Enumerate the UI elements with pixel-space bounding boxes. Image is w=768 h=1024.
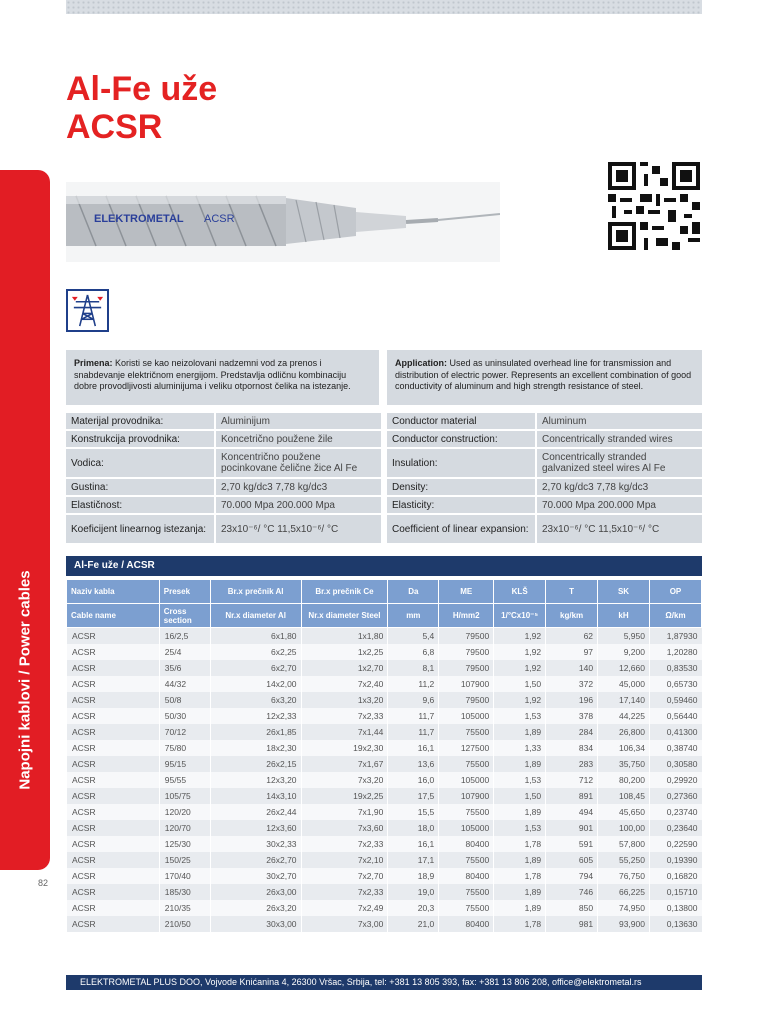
- prop-value: Koncentrično použene pocinkovane čelične žice Al Fe: [216, 449, 381, 477]
- table-cell: 1,78: [494, 868, 546, 884]
- table-cell: ACSR: [67, 740, 160, 756]
- table-cell: 127500: [439, 740, 494, 756]
- table-cell: 0,38740: [649, 740, 701, 756]
- table-cell: 105000: [439, 820, 494, 836]
- table-cell: 75500: [439, 884, 494, 900]
- table-cell: 8,1: [388, 660, 439, 676]
- col-header: Nr.x diameter Steel: [301, 604, 388, 628]
- table-cell: 1,50: [494, 788, 546, 804]
- col-header: Ω/km: [649, 604, 701, 628]
- prop-value: Aluminijum: [216, 413, 381, 429]
- table-cell: 0,65730: [649, 676, 701, 692]
- table-cell: 19,0: [388, 884, 439, 900]
- table-cell: 30x2,33: [210, 836, 301, 852]
- table-cell: ACSR: [67, 708, 160, 724]
- table-cell: 95/55: [159, 772, 210, 788]
- table-cell: 0,23640: [649, 820, 701, 836]
- table-cell: ACSR: [67, 900, 160, 916]
- table-cell: 26x3,20: [210, 900, 301, 916]
- table-cell: 7x1,90: [301, 804, 388, 820]
- table-cell: 185/30: [159, 884, 210, 900]
- table-cell: 57,800: [598, 836, 650, 852]
- table-cell: 1,53: [494, 708, 546, 724]
- table-cell: 11,7: [388, 724, 439, 740]
- table-row: [67, 724, 702, 740]
- col-header: T: [546, 580, 598, 604]
- table-cell: 0,29920: [649, 772, 701, 788]
- table-cell: 26x3,00: [210, 884, 301, 900]
- table-cell: 1x2,70: [301, 660, 388, 676]
- application-sr-label: Primena:: [74, 358, 113, 368]
- table-cell: 891: [546, 788, 598, 804]
- table-cell: 16/2,5: [159, 628, 210, 645]
- col-header: Naziv kabla: [67, 580, 160, 604]
- table-cell: 981: [546, 916, 598, 932]
- table-row: [67, 868, 702, 884]
- table-cell: ACSR: [67, 836, 160, 852]
- table-cell: 6x2,70: [210, 660, 301, 676]
- table-cell: 12,660: [598, 660, 650, 676]
- table-cell: 0,27360: [649, 788, 701, 804]
- side-tab: [0, 170, 50, 870]
- table-cell: ACSR: [67, 756, 160, 772]
- table-cell: 7x2,40: [301, 676, 388, 692]
- table-cell: 7x2,33: [301, 836, 388, 852]
- table-cell: 1,89: [494, 900, 546, 916]
- table-cell: 18,9: [388, 868, 439, 884]
- table-cell: 283: [546, 756, 598, 772]
- table-cell: ACSR: [67, 660, 160, 676]
- table-row: [67, 884, 702, 900]
- col-header: Cable name: [67, 604, 160, 628]
- prop-label: Conductor material: [387, 413, 535, 429]
- table-cell: 5,950: [598, 628, 650, 645]
- table-cell: 6,8: [388, 644, 439, 660]
- table-cell: 7x2,70: [301, 868, 388, 884]
- table-cell: 1,78: [494, 916, 546, 932]
- table-row: [67, 676, 702, 692]
- table-cell: 210/35: [159, 900, 210, 916]
- table-cell: ACSR: [67, 820, 160, 836]
- table-cell: 26x2,15: [210, 756, 301, 772]
- table-row: [67, 644, 702, 660]
- table-cell: 1,33: [494, 740, 546, 756]
- table-cell: 74,950: [598, 900, 650, 916]
- table-cell: 125/30: [159, 836, 210, 852]
- table-row: [67, 708, 702, 724]
- table-cell: 1,89: [494, 724, 546, 740]
- table-cell: 100,00: [598, 820, 650, 836]
- prop-label: Coefficient of linear expansion:: [387, 515, 535, 543]
- table-cell: 0,56440: [649, 708, 701, 724]
- table-cell: 0,16820: [649, 868, 701, 884]
- table-cell: 0,41300: [649, 724, 701, 740]
- table-cell: 70/12: [159, 724, 210, 740]
- table-cell: 6x2,25: [210, 644, 301, 660]
- table-cell: ACSR: [67, 804, 160, 820]
- table-cell: 372: [546, 676, 598, 692]
- table-cell: 44/32: [159, 676, 210, 692]
- table-cell: 105000: [439, 708, 494, 724]
- table-cell: 45,650: [598, 804, 650, 820]
- col-header: Da: [388, 580, 439, 604]
- prop-value: 23x10⁻⁶/ °C 11,5x10⁻⁶/ °C: [216, 515, 381, 543]
- prop-label: Elastičnost:: [66, 497, 214, 513]
- prop-value: 70.000 Mpa 200.000 Mpa: [537, 497, 702, 513]
- table-cell: 16,0: [388, 772, 439, 788]
- table-cell: 50/30: [159, 708, 210, 724]
- table-cell: 196: [546, 692, 598, 708]
- table-row: [67, 804, 702, 820]
- table-cell: 35/6: [159, 660, 210, 676]
- table-header-row: [67, 604, 702, 628]
- table-cell: 66,225: [598, 884, 650, 900]
- table-cell: 18,0: [388, 820, 439, 836]
- table-cell: 107900: [439, 788, 494, 804]
- table-cell: 17,1: [388, 852, 439, 868]
- table-cell: 79500: [439, 660, 494, 676]
- title-line-2: ACSR: [66, 108, 163, 146]
- col-header: kH: [598, 604, 650, 628]
- table-cell: 1,78: [494, 836, 546, 852]
- table-cell: 19x2,25: [301, 788, 388, 804]
- table-cell: 105/75: [159, 788, 210, 804]
- prop-label: Insulation:: [387, 449, 535, 477]
- table-cell: 16,1: [388, 740, 439, 756]
- table-cell: 1,89: [494, 756, 546, 772]
- footer: ELEKTROMETAL PLUS DOO, Vojvode Knićanina 4, 26300 Vršac, Srbija, tel: +381 13 805 393, fax: +381 13 806 208, office@elektrometal.rs: [66, 975, 702, 990]
- table-cell: 50/8: [159, 692, 210, 708]
- table-cell: 14x3,10: [210, 788, 301, 804]
- table-cell: 26x1,85: [210, 724, 301, 740]
- table-cell: ACSR: [67, 676, 160, 692]
- cable-label-text: ACSR: [204, 213, 235, 225]
- table-row: [67, 788, 702, 804]
- col-header: Br.x prečnik Al: [210, 580, 301, 604]
- prop-label: Materijal provodnika:: [66, 413, 214, 429]
- col-header: 1/°Cx10⁻⁵: [494, 604, 546, 628]
- table-cell: ACSR: [67, 692, 160, 708]
- table-cell: ACSR: [67, 916, 160, 932]
- table-cell: ACSR: [67, 644, 160, 660]
- table-cell: 44,225: [598, 708, 650, 724]
- table-cell: 25/4: [159, 644, 210, 660]
- table-cell: 0,83530: [649, 660, 701, 676]
- prop-value: 23x10⁻⁶/ °C 11,5x10⁻⁶/ °C: [537, 515, 702, 543]
- prop-value: Concentrically stranded wires: [537, 431, 702, 447]
- table-header-row: [67, 580, 702, 604]
- table-row: [67, 628, 702, 645]
- table-cell: 1,53: [494, 820, 546, 836]
- prop-label: Vodica:: [66, 449, 214, 477]
- transmission-tower-icon: [66, 289, 109, 332]
- page-title: [66, 70, 217, 146]
- table-cell: 13,6: [388, 756, 439, 772]
- table-cell: 95/15: [159, 756, 210, 772]
- col-header: Cross section: [159, 604, 210, 628]
- table-cell: 0,23740: [649, 804, 701, 820]
- table-cell: 6x1,80: [210, 628, 301, 645]
- prop-value: Koncetrično použene žile: [216, 431, 381, 447]
- table-cell: 9,6: [388, 692, 439, 708]
- table-cell: 140: [546, 660, 598, 676]
- table-cell: 75500: [439, 900, 494, 916]
- table-cell: 712: [546, 772, 598, 788]
- col-header: Br.x prečnik Ce: [301, 580, 388, 604]
- table-row: [67, 740, 702, 756]
- table-cell: 80400: [439, 916, 494, 932]
- prop-value: Concentrically stranded galvanized steel wires Al Fe: [537, 449, 702, 477]
- table-cell: 834: [546, 740, 598, 756]
- table-cell: 79500: [439, 692, 494, 708]
- table-cell: 850: [546, 900, 598, 916]
- col-header: kg/km: [546, 604, 598, 628]
- prop-value: 2,70 kg/dc3 7,78 kg/dc3: [216, 479, 381, 495]
- col-header: H/mm2: [439, 604, 494, 628]
- prop-label: Gustina:: [66, 479, 214, 495]
- col-header: Presek: [159, 580, 210, 604]
- table-cell: 26,800: [598, 724, 650, 740]
- application-en: [387, 350, 702, 405]
- table-cell: ACSR: [67, 772, 160, 788]
- table-cell: 76,750: [598, 868, 650, 884]
- application-sr-text: Koristi se kao neizolovani nadzemni vod za prenos i snabdevanje električnom energijom. Predstavlja odličnu kombinaciju dobre provodljivosti aluminijuma i veliku otpornost čelika na istezanje.: [74, 358, 351, 391]
- page-number: 82: [38, 878, 49, 888]
- application-sr: [66, 350, 379, 405]
- cable-table: [66, 579, 702, 932]
- table-cell: 1,89: [494, 852, 546, 868]
- table-cell: 79500: [439, 628, 494, 645]
- prop-label: Konstrukcija provodnika:: [66, 431, 214, 447]
- col-header: SK: [598, 580, 650, 604]
- table-cell: 30x3,00: [210, 916, 301, 932]
- table-cell: ACSR: [67, 628, 160, 645]
- table-cell: 7x3,00: [301, 916, 388, 932]
- table-cell: ACSR: [67, 788, 160, 804]
- col-header: Nr.x diameter Al: [210, 604, 301, 628]
- table-cell: 0,13800: [649, 900, 701, 916]
- table-cell: 120/70: [159, 820, 210, 836]
- table-cell: 7x1,67: [301, 756, 388, 772]
- table-row: [67, 660, 702, 676]
- prop-value: 2,70 kg/dc3 7,78 kg/dc3: [537, 479, 702, 495]
- table-body: [67, 628, 702, 933]
- table-cell: 794: [546, 868, 598, 884]
- prop-value: Aluminum: [537, 413, 702, 429]
- table-cell: 12x3,60: [210, 820, 301, 836]
- table-cell: 107900: [439, 676, 494, 692]
- prop-label: Density:: [387, 479, 535, 495]
- table-cell: 901: [546, 820, 598, 836]
- table-cell: 210/50: [159, 916, 210, 932]
- cable-image: [66, 182, 500, 262]
- table-cell: 746: [546, 884, 598, 900]
- table-row: [67, 836, 702, 852]
- table-cell: 1,89: [494, 804, 546, 820]
- qr-code-icon: [608, 162, 700, 250]
- header-band: [66, 0, 702, 14]
- table-cell: ACSR: [67, 884, 160, 900]
- table-cell: 12x2,33: [210, 708, 301, 724]
- properties-sr: [64, 411, 383, 545]
- table-cell: 378: [546, 708, 598, 724]
- table-cell: 1,53: [494, 772, 546, 788]
- table-cell: 1,89: [494, 884, 546, 900]
- table-cell: 17,140: [598, 692, 650, 708]
- table-cell: 80400: [439, 836, 494, 852]
- table-cell: 7x2,33: [301, 708, 388, 724]
- table-cell: 80400: [439, 868, 494, 884]
- table-cell: 106,34: [598, 740, 650, 756]
- table-cell: 1,92: [494, 692, 546, 708]
- table-cell: 1x1,80: [301, 628, 388, 645]
- application-en-text: Used as uninsulated overhead line for transmission and distribution of electric power. Represents an excellent combination of good conductivity of aluminum and high strength resistance of steel.: [395, 358, 692, 391]
- table-cell: 7x2,49: [301, 900, 388, 916]
- table-row: [67, 772, 702, 788]
- table-cell: 5,4: [388, 628, 439, 645]
- table-cell: 284: [546, 724, 598, 740]
- table-cell: 105000: [439, 772, 494, 788]
- table-cell: ACSR: [67, 868, 160, 884]
- table-row: [67, 692, 702, 708]
- table-cell: ACSR: [67, 724, 160, 740]
- table-row: [67, 852, 702, 868]
- table-cell: 0,59460: [649, 692, 701, 708]
- table-cell: 11,7: [388, 708, 439, 724]
- table-cell: 14x2,00: [210, 676, 301, 692]
- table-cell: 7x3,20: [301, 772, 388, 788]
- cable-brand-text: ELEKTROMETAL: [94, 213, 184, 225]
- title-line-1: Al-Fe uže: [66, 70, 218, 108]
- table-cell: 62: [546, 628, 598, 645]
- table-cell: 16,1: [388, 836, 439, 852]
- table-cell: 9,200: [598, 644, 650, 660]
- table-cell: 12x3,20: [210, 772, 301, 788]
- table-cell: 1,92: [494, 628, 546, 645]
- table-cell: 35,750: [598, 756, 650, 772]
- table-cell: 75500: [439, 852, 494, 868]
- table-cell: 21,0: [388, 916, 439, 932]
- table-cell: ACSR: [67, 852, 160, 868]
- table-row: [67, 900, 702, 916]
- prop-label: Koeficijent linearnog istezanja:: [66, 515, 214, 543]
- table-cell: 591: [546, 836, 598, 852]
- table-cell: 494: [546, 804, 598, 820]
- table-cell: 0,13630: [649, 916, 701, 932]
- table-cell: 7x2,10: [301, 852, 388, 868]
- col-header: ME: [439, 580, 494, 604]
- table-cell: 18x2,30: [210, 740, 301, 756]
- table-cell: 150/25: [159, 852, 210, 868]
- table-cell: 170/40: [159, 868, 210, 884]
- table-cell: 0,15710: [649, 884, 701, 900]
- table-cell: 1,92: [494, 660, 546, 676]
- table-cell: 75500: [439, 804, 494, 820]
- table-cell: 0,22590: [649, 836, 701, 852]
- table-row: [67, 820, 702, 836]
- table-cell: 605: [546, 852, 598, 868]
- table-cell: 1,87930: [649, 628, 701, 645]
- table-cell: 75500: [439, 724, 494, 740]
- table-row: [67, 756, 702, 772]
- table-cell: 26x2,44: [210, 804, 301, 820]
- prop-value: 70.000 Mpa 200.000 Mpa: [216, 497, 381, 513]
- table-cell: 26x2,70: [210, 852, 301, 868]
- table-cell: 80,200: [598, 772, 650, 788]
- table-cell: 7x2,33: [301, 884, 388, 900]
- table-row: [67, 916, 702, 932]
- table-cell: 97: [546, 644, 598, 660]
- prop-label: Elasticity:: [387, 497, 535, 513]
- side-label: Napojni kablovi / Power cables: [16, 570, 34, 790]
- properties-en: [385, 411, 704, 545]
- table-cell: 45,000: [598, 676, 650, 692]
- prop-label: Conductor construction:: [387, 431, 535, 447]
- table-cell: 93,900: [598, 916, 650, 932]
- table-cell: 55,250: [598, 852, 650, 868]
- table-cell: 30x2,70: [210, 868, 301, 884]
- table-cell: 75/80: [159, 740, 210, 756]
- table-cell: 11,2: [388, 676, 439, 692]
- col-header: KLŠ: [494, 580, 546, 604]
- application-en-label: Application:: [395, 358, 447, 368]
- table-cell: 120/20: [159, 804, 210, 820]
- table-cell: 1x3,20: [301, 692, 388, 708]
- table-cell: 20,3: [388, 900, 439, 916]
- table-title: Al-Fe uže / ACSR: [66, 556, 702, 576]
- table-cell: 6x3,20: [210, 692, 301, 708]
- table-cell: 1,50: [494, 676, 546, 692]
- table-cell: 0,19390: [649, 852, 701, 868]
- table-cell: 17,5: [388, 788, 439, 804]
- table-cell: 1,92: [494, 644, 546, 660]
- table-cell: 19x2,30: [301, 740, 388, 756]
- table-cell: 79500: [439, 644, 494, 660]
- table-cell: 75500: [439, 756, 494, 772]
- table-cell: 7x1,44: [301, 724, 388, 740]
- col-header: mm: [388, 604, 439, 628]
- table-cell: 7x3,60: [301, 820, 388, 836]
- table-cell: 1x2,25: [301, 644, 388, 660]
- table-cell: 108,45: [598, 788, 650, 804]
- table-cell: 0,30580: [649, 756, 701, 772]
- table-cell: 1,20280: [649, 644, 701, 660]
- col-header: OP: [649, 580, 701, 604]
- table-cell: 15,5: [388, 804, 439, 820]
